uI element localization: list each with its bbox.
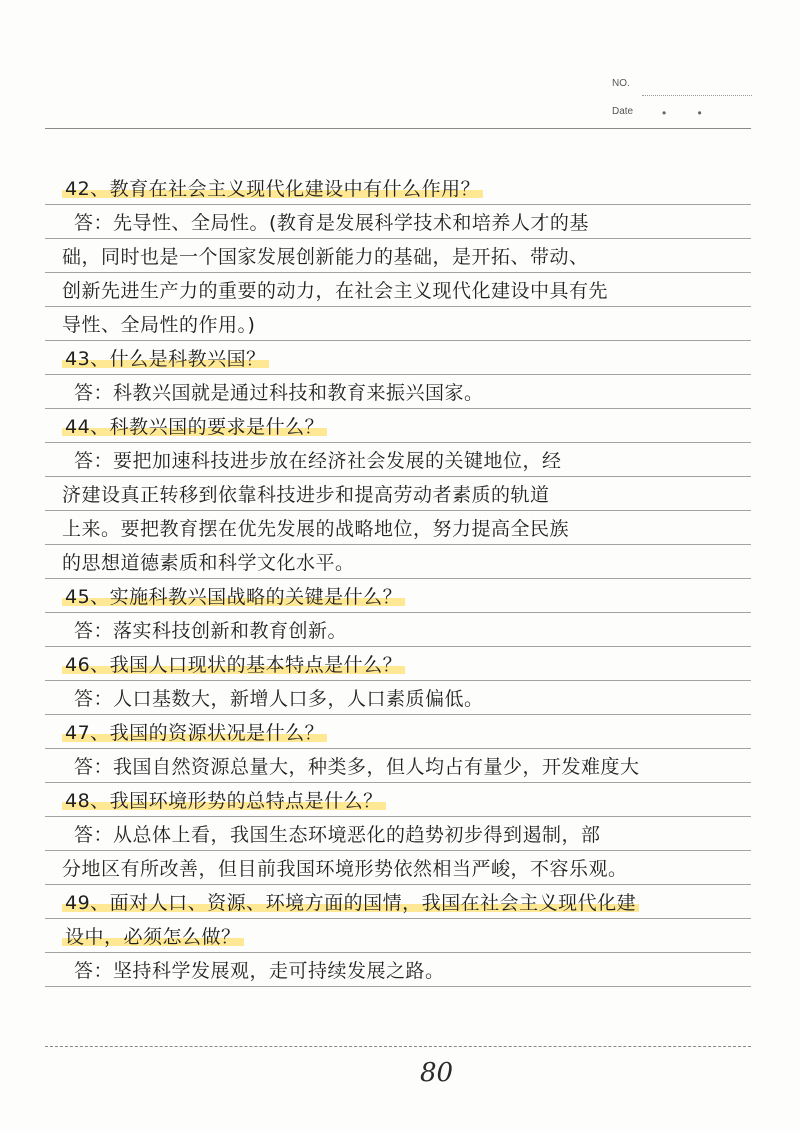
notebook-line — [45, 204, 751, 239]
notebook-line — [45, 646, 751, 681]
notebook-line — [45, 816, 751, 851]
notebook-line — [45, 442, 751, 477]
page-number: 80 — [420, 1058, 454, 1088]
question-text — [62, 786, 386, 813]
question-text — [62, 718, 327, 745]
answer-text: 答：先导性、全局性。(教育是发展科学技术和培养人才的基 — [74, 212, 589, 234]
notebook-line — [45, 782, 751, 817]
notebook-line — [45, 238, 751, 273]
question-text — [62, 922, 244, 949]
question-text — [62, 174, 483, 201]
notebook-line — [45, 680, 751, 715]
notebook-line — [45, 340, 751, 375]
notebook-line — [45, 884, 751, 919]
question-text — [62, 650, 405, 677]
answer-text: 答：从总体上看，我国生态环境恶化的趋势初步得到遏制，部 — [74, 824, 601, 846]
highlighted-question: 45、实施科教兴国战略的关键是什么？ — [62, 586, 405, 608]
answer-text: 答：落实科技创新和教育创新。 — [74, 620, 348, 642]
header-no-row — [612, 74, 752, 102]
answer-continuation-text: 济建设真正转移到依靠科技进步和提高劳动者素质的轨道 — [62, 484, 550, 506]
answer-text: 答：坚持科学发展观，走可持续发展之路。 — [74, 960, 445, 982]
notebook-line — [45, 408, 751, 443]
notebook-line — [45, 272, 751, 307]
question-text — [62, 888, 639, 915]
notebook-line — [45, 748, 751, 783]
notebook-line — [45, 170, 751, 205]
header-no-label: NO. — [612, 78, 630, 89]
header-date-label: Date — [612, 106, 634, 117]
question-text — [62, 582, 405, 609]
answer-continuation-text: 上来。要把教育摆在优先发展的战略地位，努力提高全民族 — [62, 518, 570, 540]
highlighted-question: 48、我国环境形势的总特点是什么？ — [62, 790, 386, 812]
answer-text: 答：我国自然资源总量大，种类多，但人均占有量少，开发难度大 — [74, 756, 640, 778]
question-text — [62, 412, 327, 439]
question-text — [62, 344, 269, 371]
notebook-line — [45, 952, 751, 987]
notebook-line — [45, 476, 751, 511]
highlighted-question: 47、我国的资源状况是什么？ — [62, 722, 327, 744]
bottom-rule — [45, 1046, 751, 1047]
header-date-row — [612, 102, 752, 130]
answer-continuation-text: 的思想道德素质和科学文化水平。 — [62, 552, 355, 574]
notebook-line — [45, 714, 751, 749]
highlighted-question: 46、我国人口现状的基本特点是什么？ — [62, 654, 405, 676]
answer-continuation-text: 创新先进生产力的重要的动力，在社会主义现代化建设中具有先 — [62, 280, 609, 302]
notebook-line — [45, 578, 751, 613]
answer-continuation-text: 础，同时也是一个国家发展创新能力的基础，是开拓、带动、 — [62, 246, 589, 268]
highlighted-question: 44、科教兴国的要求是什么？ — [62, 416, 327, 438]
notebook-line — [45, 918, 751, 953]
top-rule — [45, 128, 751, 129]
answer-text: 答：科教兴国就是通过科技和教育来振兴国家。 — [74, 382, 484, 404]
header-date-dots: • • — [662, 106, 716, 120]
answer-text: 答：要把加速科技进步放在经济社会发展的关键地位，经 — [74, 450, 562, 472]
notebook-line — [45, 850, 751, 885]
notebook-line — [45, 510, 751, 545]
notebook-line — [45, 306, 751, 341]
notebook-line — [45, 612, 751, 647]
highlighted-question: 42、教育在社会主义现代化建设中有什么作用？ — [62, 178, 483, 200]
answer-continuation-text: 分地区有所改善，但目前我国环境形势依然相当严峻，不容乐观。 — [62, 858, 628, 880]
highlighted-question: 43、什么是科教兴国？ — [62, 348, 269, 370]
notebook-line — [45, 374, 751, 409]
header-no-line — [642, 95, 752, 96]
highlighted-question: 设中，必须怎么做？ — [62, 926, 244, 948]
page-header — [612, 74, 752, 130]
notebook-line — [45, 544, 751, 579]
highlighted-question: 49、面对人口、资源、环境方面的国情，我国在社会主义现代化建 — [62, 892, 639, 914]
answer-text: 答：人口基数大，新增人口多，人口素质偏低。 — [74, 688, 484, 710]
answer-continuation-text: 导性、全局性的作用。) — [62, 314, 256, 336]
